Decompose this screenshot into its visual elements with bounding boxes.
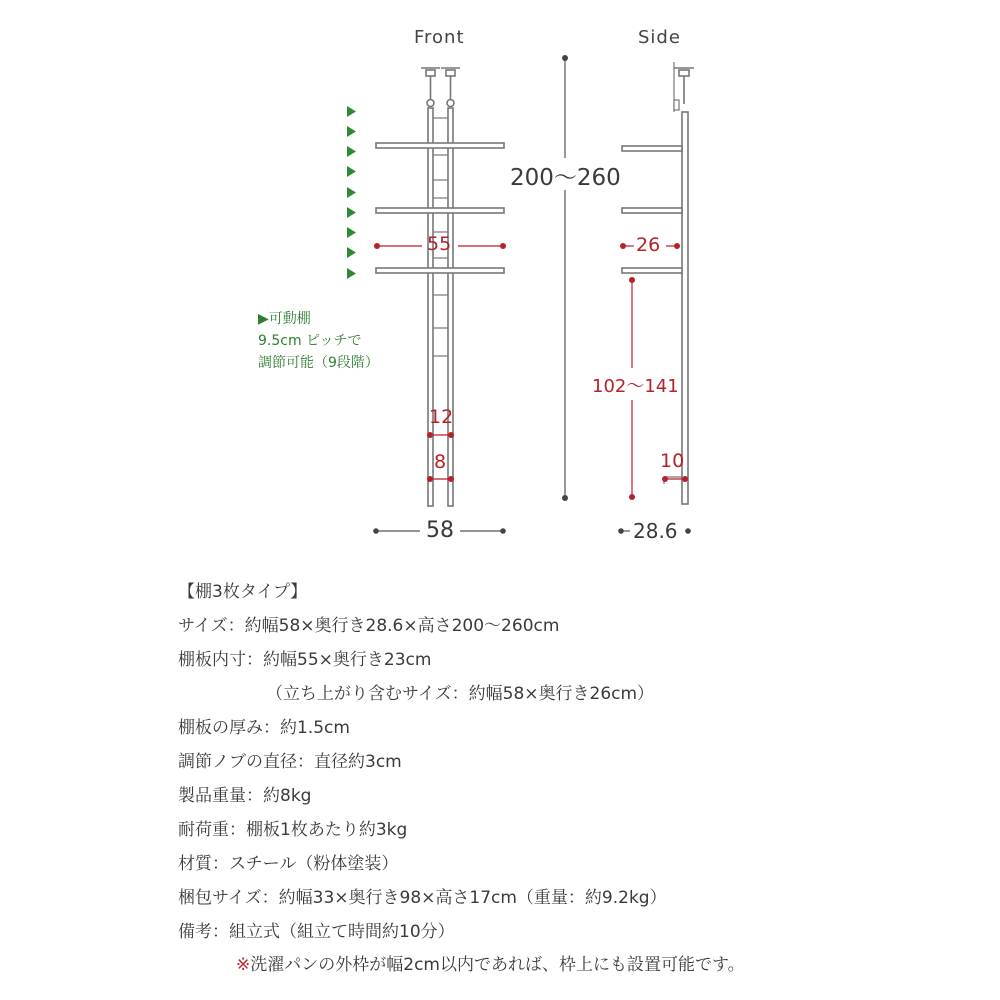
- spec-material: 材質：スチール（粉体塗装）: [178, 854, 399, 874]
- foot-offset-label: 10: [660, 450, 685, 472]
- note-text: 洗濯パンの外枠が幅2cm以内であれば、枠上にも設置可能です。: [250, 955, 745, 975]
- legend-line-2: 9.5cm ピッチで: [258, 333, 362, 349]
- pole-width-label: 12: [429, 406, 454, 428]
- arrow-7: [347, 227, 356, 238]
- arrow-9: [347, 268, 356, 279]
- front-width-inner-label: 55: [427, 233, 452, 255]
- spec-weight: 製品重量：約8kg: [178, 786, 312, 806]
- spec-title: 【棚3枚タイプ】: [178, 582, 308, 602]
- side-depth-outer-label: 28.6: [633, 519, 678, 543]
- height-dimension: [562, 55, 568, 501]
- front-ceiling-knob-right: [441, 68, 460, 107]
- spec-package: 梱包サイズ：約幅33×奥行き98×高さ17cm（重量：約9.2kg）: [178, 888, 667, 908]
- legend-line-3: 調節可能（9段階）: [258, 355, 379, 371]
- arrow-4: [347, 166, 356, 177]
- side-view-frame: [622, 62, 694, 504]
- spec-shelf-inner-note: （立ち上がり含むサイズ：約幅58×奥行き26cm）: [266, 684, 655, 704]
- spec-load: 耐荷重：棚板1枚あたり約3kg: [178, 820, 408, 840]
- spec-remarks: 備考：組立式（組立て時間約10分）: [178, 922, 455, 942]
- side-view-label: Side: [638, 27, 681, 48]
- front-shelf-3: [376, 268, 504, 273]
- front-shelf-1: [376, 143, 504, 148]
- side-shelf-1: [622, 146, 682, 151]
- adjustable-shelf-arrows: [347, 106, 356, 279]
- height-range-label: 200〜260: [510, 165, 621, 191]
- side-shelf-3: [622, 268, 682, 273]
- side-shelf-2: [622, 208, 682, 213]
- spec-shelf-thickness: 棚板の厚み：約1.5cm: [178, 718, 350, 738]
- adjustable-shelf-legend: [258, 308, 379, 374]
- front-pole-right: [448, 108, 453, 506]
- arrow-2: [347, 126, 356, 137]
- arrow-8: [347, 247, 356, 258]
- arrow-6: [347, 207, 356, 218]
- arrow-3: [347, 146, 356, 157]
- shelf-height-range-label: 102〜141: [592, 376, 679, 397]
- spec-size: サイズ：約幅58×奥行き28.6×高さ200〜260cm: [178, 616, 560, 636]
- side-ceiling-knob: [674, 68, 694, 104]
- front-view-frame: [376, 68, 504, 506]
- side-depth-inner-label: 26: [636, 234, 661, 256]
- pole-inner-dimension: [427, 476, 454, 482]
- front-shelf-2: [376, 208, 504, 213]
- arrow-5: [347, 187, 356, 198]
- legend-line-1: ▶可動棚: [258, 311, 311, 327]
- front-width-outer-label: 58: [426, 518, 454, 543]
- arrow-1: [347, 106, 356, 117]
- side-pole: [682, 112, 688, 504]
- pole-inner-label: 8: [434, 451, 447, 473]
- front-pole-left: [428, 108, 433, 506]
- spec-knob-diameter: 調節ノブの直径：直径約3cm: [178, 752, 402, 772]
- pole-width-dimension: [427, 432, 454, 438]
- front-ceiling-knob-left: [421, 68, 440, 107]
- spec-shelf-inner: 棚板内寸：約幅55×奥行き23cm: [178, 650, 432, 670]
- front-view-label: Front: [414, 27, 465, 48]
- note-mark: ※: [236, 955, 251, 975]
- installation-note: [236, 950, 745, 975]
